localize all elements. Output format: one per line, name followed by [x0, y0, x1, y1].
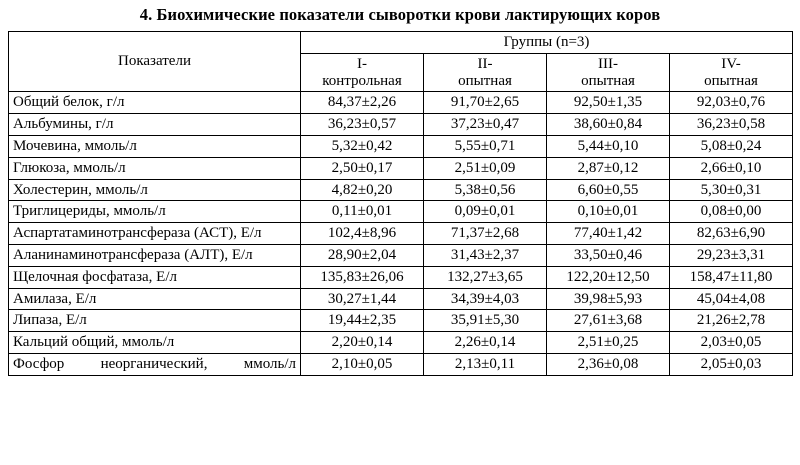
row-value-1: 135,83±26,06 — [301, 266, 424, 288]
header-group-4-kind: опытная — [704, 72, 758, 89]
row-value-2: 71,37±2,68 — [424, 223, 547, 245]
row-value-4: 2,66±0,10 — [670, 157, 793, 179]
row-value-3: 27,61±3,68 — [547, 310, 670, 332]
header-group-1-kind: контрольная — [322, 72, 402, 89]
row-value-3: 92,50±1,35 — [547, 92, 670, 114]
row-value-4: 158,47±11,80 — [670, 266, 793, 288]
row-indicator: Общий белок, г/л — [9, 92, 301, 114]
header-group-3-kind: опытная — [581, 72, 635, 89]
table-row — [9, 135, 793, 157]
table-row — [9, 288, 793, 310]
header-group-4-roman: IV- — [721, 55, 741, 72]
biochemistry-table — [8, 31, 793, 376]
row-value-1: 0,11±0,01 — [301, 201, 424, 223]
row-indicator: Щелочная фосфатаза, Е/л — [9, 266, 301, 288]
row-value-3: 122,20±12,50 — [547, 266, 670, 288]
row-value-1: 102,4±8,96 — [301, 223, 424, 245]
table-header-row-1 — [9, 31, 793, 53]
row-value-1: 30,27±1,44 — [301, 288, 424, 310]
row-value-1: 2,10±0,05 — [301, 353, 424, 375]
row-value-3: 5,44±0,10 — [547, 135, 670, 157]
row-value-4: 5,30±0,31 — [670, 179, 793, 201]
header-group-2-kind: опытная — [458, 72, 512, 89]
row-value-2: 91,70±2,65 — [424, 92, 547, 114]
header-group-1 — [301, 53, 424, 92]
row-value-2: 2,51±0,09 — [424, 157, 547, 179]
row-value-1: 84,37±2,26 — [301, 92, 424, 114]
row-value-2: 31,43±2,37 — [424, 244, 547, 266]
row-value-3: 2,36±0,08 — [547, 353, 670, 375]
table-row — [9, 353, 793, 375]
row-value-4: 82,63±6,90 — [670, 223, 793, 245]
table-head — [9, 31, 793, 91]
row-value-4: 92,03±0,76 — [670, 92, 793, 114]
row-value-2: 5,55±0,71 — [424, 135, 547, 157]
header-group-1-roman: I- — [357, 55, 367, 72]
row-indicator: Альбумины, г/л — [9, 114, 301, 136]
header-group-3-roman: III- — [598, 55, 618, 72]
table-row — [9, 310, 793, 332]
row-indicator: Фосфор неорганический, ммоль/л — [9, 353, 301, 375]
row-value-4: 21,26±2,78 — [670, 310, 793, 332]
header-group-2 — [424, 53, 547, 92]
table-body — [9, 92, 793, 375]
row-value-1: 2,50±0,17 — [301, 157, 424, 179]
row-value-4: 29,23±3,31 — [670, 244, 793, 266]
row-indicator: Амилаза, Е/л — [9, 288, 301, 310]
row-indicator: Мочевина, ммоль/л — [9, 135, 301, 157]
row-value-3: 6,60±0,55 — [547, 179, 670, 201]
header-groups: Группы (n=3) — [301, 31, 793, 53]
row-value-2: 37,23±0,47 — [424, 114, 547, 136]
row-value-3: 2,87±0,12 — [547, 157, 670, 179]
row-value-3: 39,98±5,93 — [547, 288, 670, 310]
row-indicator: Аспартатаминотрансфераза (АСТ), Е/л — [9, 223, 301, 245]
header-group-4 — [670, 53, 793, 92]
table-row — [9, 157, 793, 179]
row-indicator: Аланинаминотрансфераза (АЛТ), Е/л — [9, 244, 301, 266]
row-value-2: 34,39±4,03 — [424, 288, 547, 310]
row-indicator: Липаза, Е/л — [9, 310, 301, 332]
row-value-1: 36,23±0,57 — [301, 114, 424, 136]
row-indicator: Холестерин, ммоль/л — [9, 179, 301, 201]
table-row — [9, 179, 793, 201]
table-row — [9, 244, 793, 266]
row-value-3: 2,51±0,25 — [547, 332, 670, 354]
row-value-1: 19,44±2,35 — [301, 310, 424, 332]
row-value-3: 38,60±0,84 — [547, 114, 670, 136]
row-value-1: 28,90±2,04 — [301, 244, 424, 266]
row-value-3: 33,50±0,46 — [547, 244, 670, 266]
table-row — [9, 266, 793, 288]
row-value-2: 35,91±5,30 — [424, 310, 547, 332]
row-value-2: 5,38±0,56 — [424, 179, 547, 201]
row-value-2: 2,26±0,14 — [424, 332, 547, 354]
table-row — [9, 332, 793, 354]
row-value-2: 2,13±0,11 — [424, 353, 547, 375]
row-value-3: 0,10±0,01 — [547, 201, 670, 223]
header-group-3 — [547, 53, 670, 92]
row-indicator: Глюкоза, ммоль/л — [9, 157, 301, 179]
row-value-4: 45,04±4,08 — [670, 288, 793, 310]
row-value-4: 0,08±0,00 — [670, 201, 793, 223]
row-value-3: 77,40±1,42 — [547, 223, 670, 245]
header-indicator: Показатели — [9, 31, 301, 91]
header-group-2-roman: II- — [477, 55, 493, 72]
table-row — [9, 201, 793, 223]
row-value-2: 132,27±3,65 — [424, 266, 547, 288]
row-value-1: 2,20±0,14 — [301, 332, 424, 354]
table-caption: 4. Биохимические показатели сыворотки крови лактирующих коров — [139, 5, 661, 24]
table-row — [9, 114, 793, 136]
row-value-4: 5,08±0,24 — [670, 135, 793, 157]
row-indicator: Кальций общий, ммоль/л — [9, 332, 301, 354]
row-value-1: 5,32±0,42 — [301, 135, 424, 157]
table-row — [9, 92, 793, 114]
table-row — [9, 223, 793, 245]
row-indicator: Триглицериды, ммоль/л — [9, 201, 301, 223]
row-value-2: 0,09±0,01 — [424, 201, 547, 223]
row-value-4: 2,03±0,05 — [670, 332, 793, 354]
row-value-4: 36,23±0,58 — [670, 114, 793, 136]
row-value-1: 4,82±0,20 — [301, 179, 424, 201]
row-value-4: 2,05±0,03 — [670, 353, 793, 375]
